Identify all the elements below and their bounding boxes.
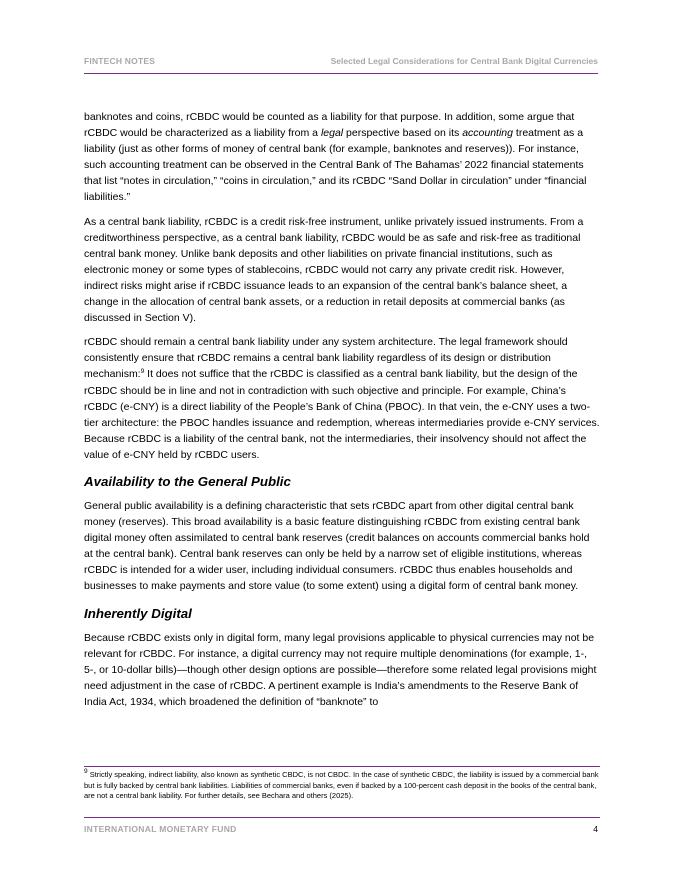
- paragraph-credit-risk: As a central bank liability, rCBDC is a credit risk-free instrument, unlike privately issued instruments. From a creditworthiness perspective, as a central bank liability, rCBDC would be as safe and risk-free as traditional central bank money. Unlike bank deposits and other liabilities on private financial institutions, such as electronic money or some types of stablecoins, rCBDC would not carry any private credit risk. However, indirect risks might arise if rCBDC issuance leads to an expansion of the central bank’s balance sheet, a change in the allocation of central bank assets, or a reduction in retail deposits at commercial banks (as discussed in Section V).: [84, 215, 584, 325]
- footer-organization: INTERNATIONAL MONETARY FUND: [84, 824, 237, 834]
- main-text: [84, 109, 600, 718]
- paragraph-liability-accounting: [84, 109, 600, 206]
- header-series-title: FINTECH NOTES: [84, 56, 156, 66]
- section-heading-inherently-digital: Inherently Digital: [84, 605, 192, 621]
- emphasis-accounting: accounting: [462, 127, 513, 140]
- paragraph-inherently-digital: Because rCBDC exists only in digital form, many legal provisions applicable to physical currencies may not be relevant for rCBDC. For instance, a digital currency may not require multiple denominations (for example, 1-, 5-, or 10-dollar bills)—though other design options are possible—therefore some related legal provisions might need adjustment in the case of rCBDC. A pertinent example is India’s amendments to the Reserve Bank of India Act, 1934, which broadened the definition of “banknote” to: [84, 631, 597, 708]
- paragraph-text: rCBDC should remain a central bank liability under any system architecture. The legal framework should consistently ensure that rCBDC remains a central bank liability regardless of its design or distribution mechanism:: [84, 336, 568, 381]
- footnote-9: [84, 770, 600, 802]
- emphasis-legal: legal: [320, 127, 344, 140]
- paragraph-general-public: General public availability is a defining characteristic that sets rCBDC apart from other digital central bank money (reserves). This broad availability is a basic feature distinguishing rCBDC from existing central bank digital money often assimilated to central bank reserves (credit balances on accounts commercial banks hold at the central bank). Central bank reserves can only be held by a narrow set of eligible institutions, whereas rCBDC is intended for a wider user, including individual consumers. rCBDC thus enables households and businesses to make payments and store value (to some extent) using a digital form of central bank money.: [84, 499, 590, 593]
- footer-divider: [84, 817, 600, 818]
- header-document-title: Selected Legal Considerations for Central Bank Digital Currencies: [330, 56, 598, 66]
- page-number: 4: [593, 824, 598, 834]
- paragraph-text: It does not suffice that the rCBDC is classified as a central bank liability, but the design of the rCBDC should be in line and not in contradiction with such objective and principle. For example, China’s rCBDC (e-CNY) is a direct liability of the People’s Bank of China (PBOC). In that vein, the e-CNY uses a two-tier architecture: the PBOC handles issuance and redemption, whereas intermediaries provide e-CNY services. Because rCBDC is a liability of the central bank, not the intermediaries, their insolvency should not affect the value of e-CNY held by rCBDC users.: [84, 368, 600, 461]
- footnote-number: 9: [84, 768, 88, 775]
- paragraph-text: treatment as a liability (just as other forms of money of central bank (for example, banknotes and reserves)). For instance, such accounting treatment can be observed in the Central Bank of The Bahamas’ 2022 financial statements that list “notes in circulation,” “coins in circulation,” and its rCBDC “Sand Dollar in circulation” under “financial liabilities.”: [84, 127, 587, 204]
- footnote-divider: [84, 766, 600, 767]
- running-header: [84, 55, 598, 74]
- paragraph-text: banknotes and coins, rCBDC would be counted as a liability for that purpose. In addition, some argue that rCBDC would be characterized as a liability from a: [84, 111, 575, 140]
- footnote-text: Strictly speaking, indirect liability, also known as synthetic CBDC, is not CBDC. In the case of synthetic CBDC, the liability is issued by a commercial bank but is fully backed by central bank liabilities. Liabilities of commercial banks, even if backed by a 100-percent cash deposit in the books of the central bank, are not a central bank liability. For further details, see Bechara and others (2025).: [84, 770, 599, 800]
- paragraph-text: perspective based on its: [343, 127, 463, 140]
- footnote-reference[interactable]: 9: [140, 368, 145, 376]
- paragraph-system-architecture: [84, 334, 600, 463]
- section-heading-general-public: Availability to the General Public: [84, 473, 291, 489]
